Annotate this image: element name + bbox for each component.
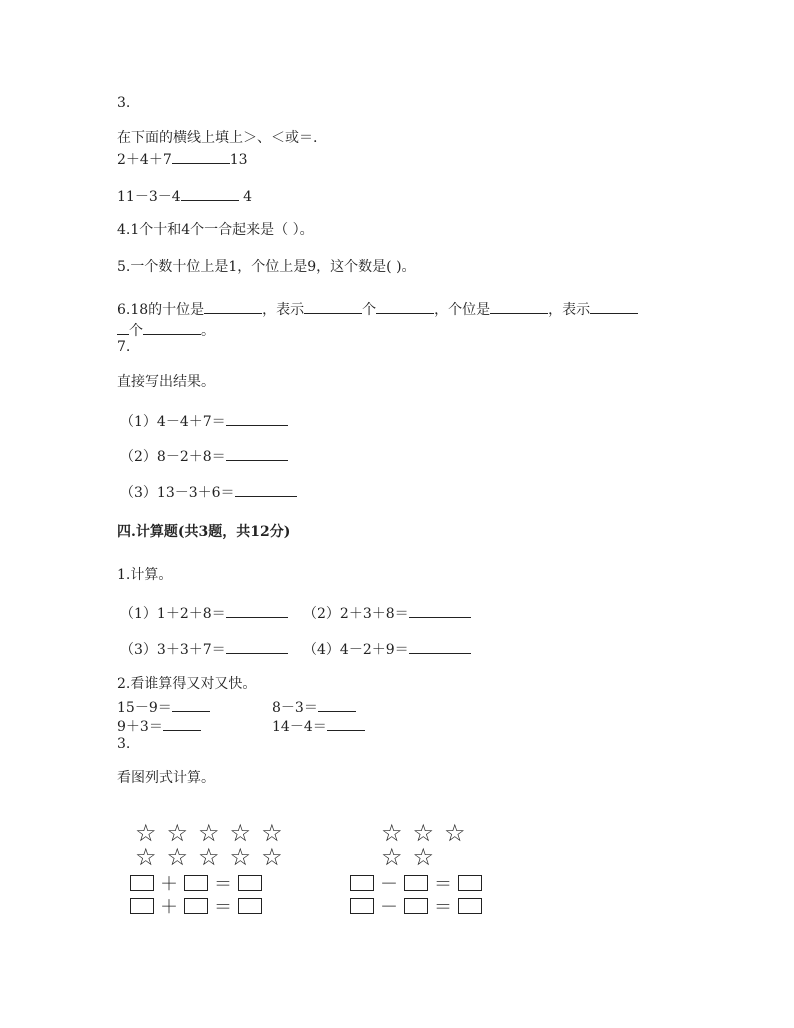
q6-part2: ，表示 <box>262 302 305 318</box>
q7-item-1 <box>120 411 288 431</box>
q6-line2 <box>117 320 215 340</box>
q3-a-right: 13 <box>229 152 248 168</box>
answer-box[interactable] <box>238 875 262 891</box>
c1-item-4-expr: （4）4－2＋9＝ <box>303 642 409 658</box>
q7-item-2-expr: （2）8－2＋8＝ <box>120 449 226 465</box>
q6-part3: 个 <box>362 302 377 318</box>
c2-item-2-expr: 8－3＝ <box>272 700 318 716</box>
equals-sign: ＝ <box>214 874 232 895</box>
c2-item-1 <box>117 697 210 717</box>
q7-item-1-expr: （1）4－4＋7＝ <box>120 414 226 430</box>
q6-part1: 6.18的十位是 <box>117 302 205 318</box>
answer-box[interactable] <box>458 898 482 914</box>
c2-item-2 <box>272 697 356 717</box>
answer-blank[interactable] <box>204 299 262 314</box>
c1-item-3-expr: （3）3＋3＋7＝ <box>120 642 226 658</box>
c2-item-4 <box>272 716 365 736</box>
c2-item-4-expr: 14－4＝ <box>272 719 327 735</box>
q7-item-2 <box>120 446 288 466</box>
answer-blank[interactable] <box>226 446 288 461</box>
answer-box[interactable] <box>458 875 482 891</box>
answer-blank[interactable] <box>304 299 362 314</box>
answer-blank[interactable] <box>327 716 365 731</box>
answer-blank[interactable] <box>376 299 434 314</box>
c2-title: 2.看谁算得又对又快。 <box>117 676 257 692</box>
q3-b-right: 4 <box>243 189 253 205</box>
plus-sign: ＋ <box>160 874 178 895</box>
plus-sign: ＋ <box>160 897 178 918</box>
answer-box[interactable] <box>404 875 428 891</box>
answer-box[interactable] <box>404 898 428 914</box>
right-stars-row2: ☆☆ <box>381 843 445 871</box>
answer-blank[interactable] <box>163 716 201 731</box>
c1-item-4 <box>303 639 471 659</box>
q3-instruction: 在下面的横线上填上＞、＜或＝. <box>117 130 318 146</box>
equals-sign: ＝ <box>214 897 232 918</box>
c1-item-3 <box>120 639 288 659</box>
answer-box[interactable] <box>238 898 262 914</box>
q4-text: 4.1个十和4个一合起来是（ ）。 <box>117 222 314 238</box>
right-stars-row1: ☆☆☆ <box>381 819 476 847</box>
answer-blank[interactable] <box>409 639 471 654</box>
c3-number: 3. <box>117 736 131 752</box>
subtraction-equation-2 <box>350 893 482 919</box>
minus-sign: － <box>380 874 398 895</box>
answer-blank[interactable] <box>318 697 356 712</box>
answer-box[interactable] <box>130 898 154 914</box>
c2-item-3 <box>117 716 201 736</box>
answer-blank[interactable] <box>226 603 288 618</box>
q6-line1 <box>117 299 638 319</box>
q5-text: 5.一个数十位上是1，个位上是9，这个数是( )。 <box>117 259 416 275</box>
answer-blank[interactable] <box>590 299 638 314</box>
addition-equation-2 <box>130 893 262 919</box>
left-stars-row1: ☆☆☆☆☆ <box>135 819 293 847</box>
answer-blank[interactable] <box>409 603 471 618</box>
left-stars-row2: ☆☆☆☆☆ <box>135 843 293 871</box>
q3-comparison-a <box>117 149 248 169</box>
q3-comparison-b <box>117 186 252 206</box>
q3-b-left: 11－3－4 <box>117 189 181 205</box>
answer-blank[interactable] <box>226 411 288 426</box>
q7-item-3 <box>120 482 297 502</box>
q7-instruction: 直接写出结果。 <box>117 374 215 390</box>
c1-item-2-expr: （2）2＋3＋8＝ <box>303 606 409 622</box>
answer-blank[interactable] <box>181 186 239 201</box>
q3-a-left: 2＋4＋7 <box>117 152 172 168</box>
q7-item-3-expr: （3）13－3＋6＝ <box>120 485 235 501</box>
c1-item-1-expr: （1）1＋2＋8＝ <box>120 606 226 622</box>
q6-part7: 。 <box>201 323 215 339</box>
c2-item-3-expr: 9＋3＝ <box>117 719 163 735</box>
equals-sign: ＝ <box>434 874 452 895</box>
answer-box[interactable] <box>350 875 374 891</box>
q6-part5: ，表示 <box>548 302 591 318</box>
answer-box[interactable] <box>184 875 208 891</box>
answer-blank[interactable] <box>117 320 129 335</box>
equals-sign: ＝ <box>434 897 452 918</box>
minus-sign: － <box>380 897 398 918</box>
q6-part6: 个 <box>129 323 143 339</box>
c3-instruction: 看图列式计算。 <box>117 770 215 786</box>
answer-box[interactable] <box>184 898 208 914</box>
answer-box[interactable] <box>130 875 154 891</box>
c1-item-1 <box>120 603 288 623</box>
answer-box[interactable] <box>350 898 374 914</box>
c2-item-1-expr: 15－9＝ <box>117 700 172 716</box>
answer-blank[interactable] <box>143 320 201 335</box>
answer-blank[interactable] <box>235 482 297 497</box>
answer-blank[interactable] <box>490 299 548 314</box>
q3-number: 3. <box>117 95 131 111</box>
c1-title: 1.计算。 <box>117 567 173 583</box>
c1-item-2 <box>303 603 471 623</box>
q7-number: 7. <box>117 339 131 355</box>
answer-blank[interactable] <box>172 149 230 164</box>
q6-part4: ，个位是 <box>434 302 491 318</box>
answer-blank[interactable] <box>172 697 210 712</box>
answer-blank[interactable] <box>226 639 288 654</box>
section-heading: 四.计算题(共3题，共12分) <box>117 524 291 540</box>
